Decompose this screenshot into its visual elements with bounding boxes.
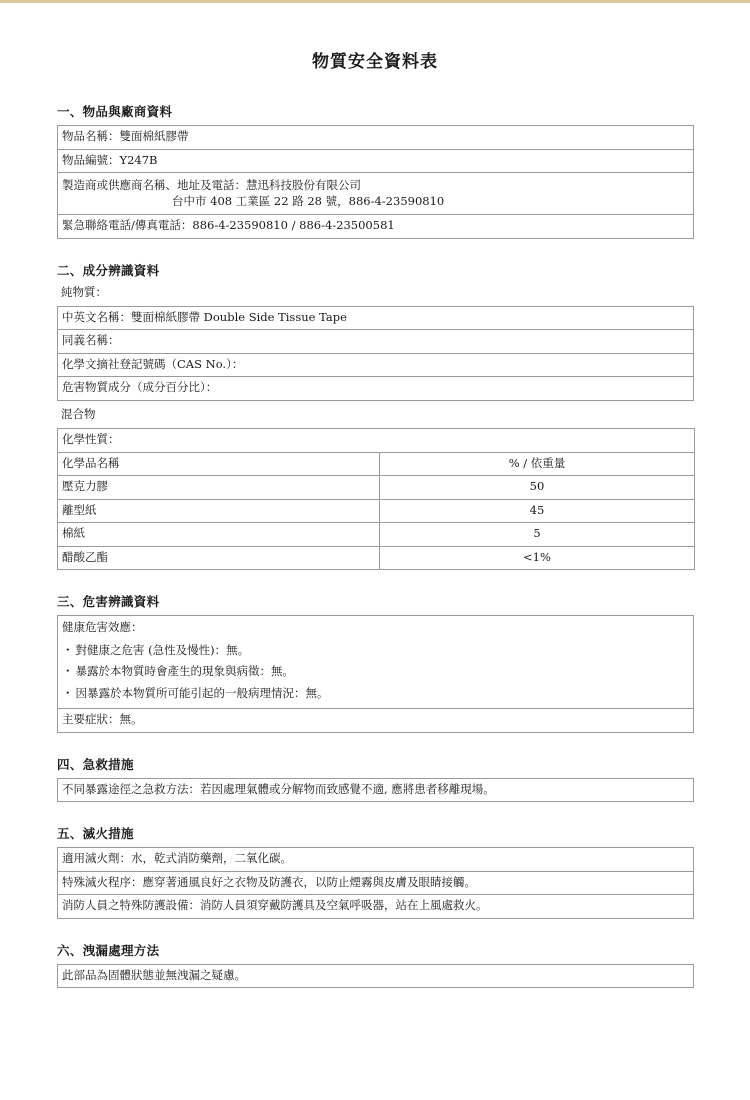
section-2-mixture-table (57, 428, 695, 570)
chemical-property-cell: 化學性質： (58, 429, 695, 453)
health-hazard-bullet-text: 因暴露於本物質所可能引起的一般病理情況：無。 (75, 685, 329, 700)
section-6-heading: 六、洩漏處理方法 (57, 942, 160, 958)
health-hazard-bullet-text: 對健康之危害 (急性及慢性)：無。 (75, 642, 250, 657)
chemical-name: 醋酸乙酯 (58, 546, 380, 570)
table-row (58, 848, 694, 872)
section-accidental-release-measures (57, 941, 694, 989)
section-5-heading: 五、滅火措施 (57, 826, 134, 842)
section-fire-fighting-measures (57, 824, 694, 919)
table-row (58, 523, 695, 547)
table-row (58, 499, 695, 523)
pure-substance-label: 純物質： (61, 284, 107, 299)
health-hazard-title: 健康危害效應： (62, 620, 143, 635)
table-row (58, 173, 694, 215)
protective-equipment-cell: 消防人員之特殊防護設備：消防人員須穿戴防護具及空氣呼吸器，站在上風處救火。 (58, 895, 694, 919)
bullet-icon: ・ (62, 664, 74, 679)
section-4-table (57, 778, 694, 803)
section-3-heading: 三、危害辨識資料 (57, 594, 160, 610)
table-row (58, 429, 695, 453)
extinguishing-media-cell: 適用滅火劑：水，乾式消防藥劑，二氧化碳。 (58, 848, 694, 872)
section-first-aid-measures (57, 755, 694, 803)
health-hazard-bullet (62, 640, 689, 662)
emergency-contact-cell: 緊急聯絡電話/傳真電話：886-4-23590810 / 886-4-23500581 (58, 215, 694, 239)
health-hazard-bullet-text: 暴露於本物質時會產生的現象與病徵：無。 (75, 664, 294, 679)
manufacturer-address-line: 台中市 408 工業區 22 路 28 號，886-4-23590810 (172, 193, 445, 208)
chemical-name: 棉紙 (58, 523, 380, 547)
table-row (58, 964, 694, 988)
chemical-percent: 45 (380, 499, 695, 523)
chemical-percent: 50 (380, 476, 695, 500)
chinese-english-name-cell: 中英文名稱：雙面棉紙膠帶 Double Side Tissue Tape (58, 306, 694, 330)
chemical-percent: 5 (380, 523, 695, 547)
table-row (58, 377, 694, 401)
table-row (58, 149, 694, 173)
special-procedure-cell: 特殊滅火程序：應穿著通風良好之衣物及防護衣，以防止煙霧與皮膚及眼睛接觸。 (58, 871, 694, 895)
leak-handling-cell: 此部品為固體狀態並無洩漏之疑慮。 (58, 964, 694, 988)
table-row (58, 476, 695, 500)
manufacturer-cell (58, 173, 694, 215)
section-product-and-company (57, 102, 694, 239)
table-row (58, 616, 694, 709)
product-name-cell: 物品名稱：雙面棉紙膠帶 (58, 126, 694, 150)
table-row (58, 709, 694, 733)
section-2-substance-table (57, 306, 694, 401)
main-symptom-cell: 主要症狀：無。 (58, 709, 694, 733)
first-aid-cell: 不同暴露途徑之急救方法：若因處理氣體或分解物而致感覺不適, 應將患者移離現場。 (58, 778, 694, 802)
cas-number-cell: 化學文摘社登記號碼（CAS No.）： (58, 353, 694, 377)
health-hazard-bullet (62, 683, 689, 705)
manufacturer-line: 製造商或供應商名稱、地址及電話：慧迅科技股份有限公司 (62, 178, 361, 193)
section-hazards-identification (57, 592, 694, 733)
column-header-chemical-name: 化學品名稱 (58, 452, 380, 476)
chemical-percent: <1% (380, 546, 695, 570)
product-code-cell: 物品編號：Y247B (58, 149, 694, 173)
mixture-label: 混合物 (61, 406, 96, 421)
section-2-heading: 二、成分辨識資料 (57, 262, 160, 278)
chemical-name: 壓克力膠 (58, 476, 380, 500)
health-hazard-bullet (62, 661, 689, 683)
chemical-name: 離型紙 (58, 499, 380, 523)
synonym-cell: 同義名稱： (58, 330, 694, 354)
table-row (58, 546, 695, 570)
column-header-percent-by-weight: % / 依重量 (380, 452, 695, 476)
table-header-row (58, 452, 695, 476)
section-5-table (57, 847, 694, 919)
section-6-table (57, 964, 694, 989)
section-composition-information (57, 261, 694, 571)
table-row (58, 330, 694, 354)
section-1-table (57, 125, 694, 239)
table-row (58, 126, 694, 150)
health-hazard-cell (58, 616, 694, 709)
table-row (58, 895, 694, 919)
section-4-heading: 四、急救措施 (57, 756, 134, 772)
table-row (58, 871, 694, 895)
table-row (58, 778, 694, 802)
table-row (58, 353, 694, 377)
section-1-heading: 一、物品與廠商資料 (57, 104, 173, 119)
table-row (58, 215, 694, 239)
page-title: 物質安全資料表 (312, 52, 438, 72)
section-3-table (57, 615, 694, 733)
table-row (58, 306, 694, 330)
hazardous-component-cell: 危害物質成分（成分百分比）： (58, 377, 694, 401)
bullet-icon: ・ (62, 685, 74, 700)
bullet-icon: ・ (62, 642, 74, 657)
